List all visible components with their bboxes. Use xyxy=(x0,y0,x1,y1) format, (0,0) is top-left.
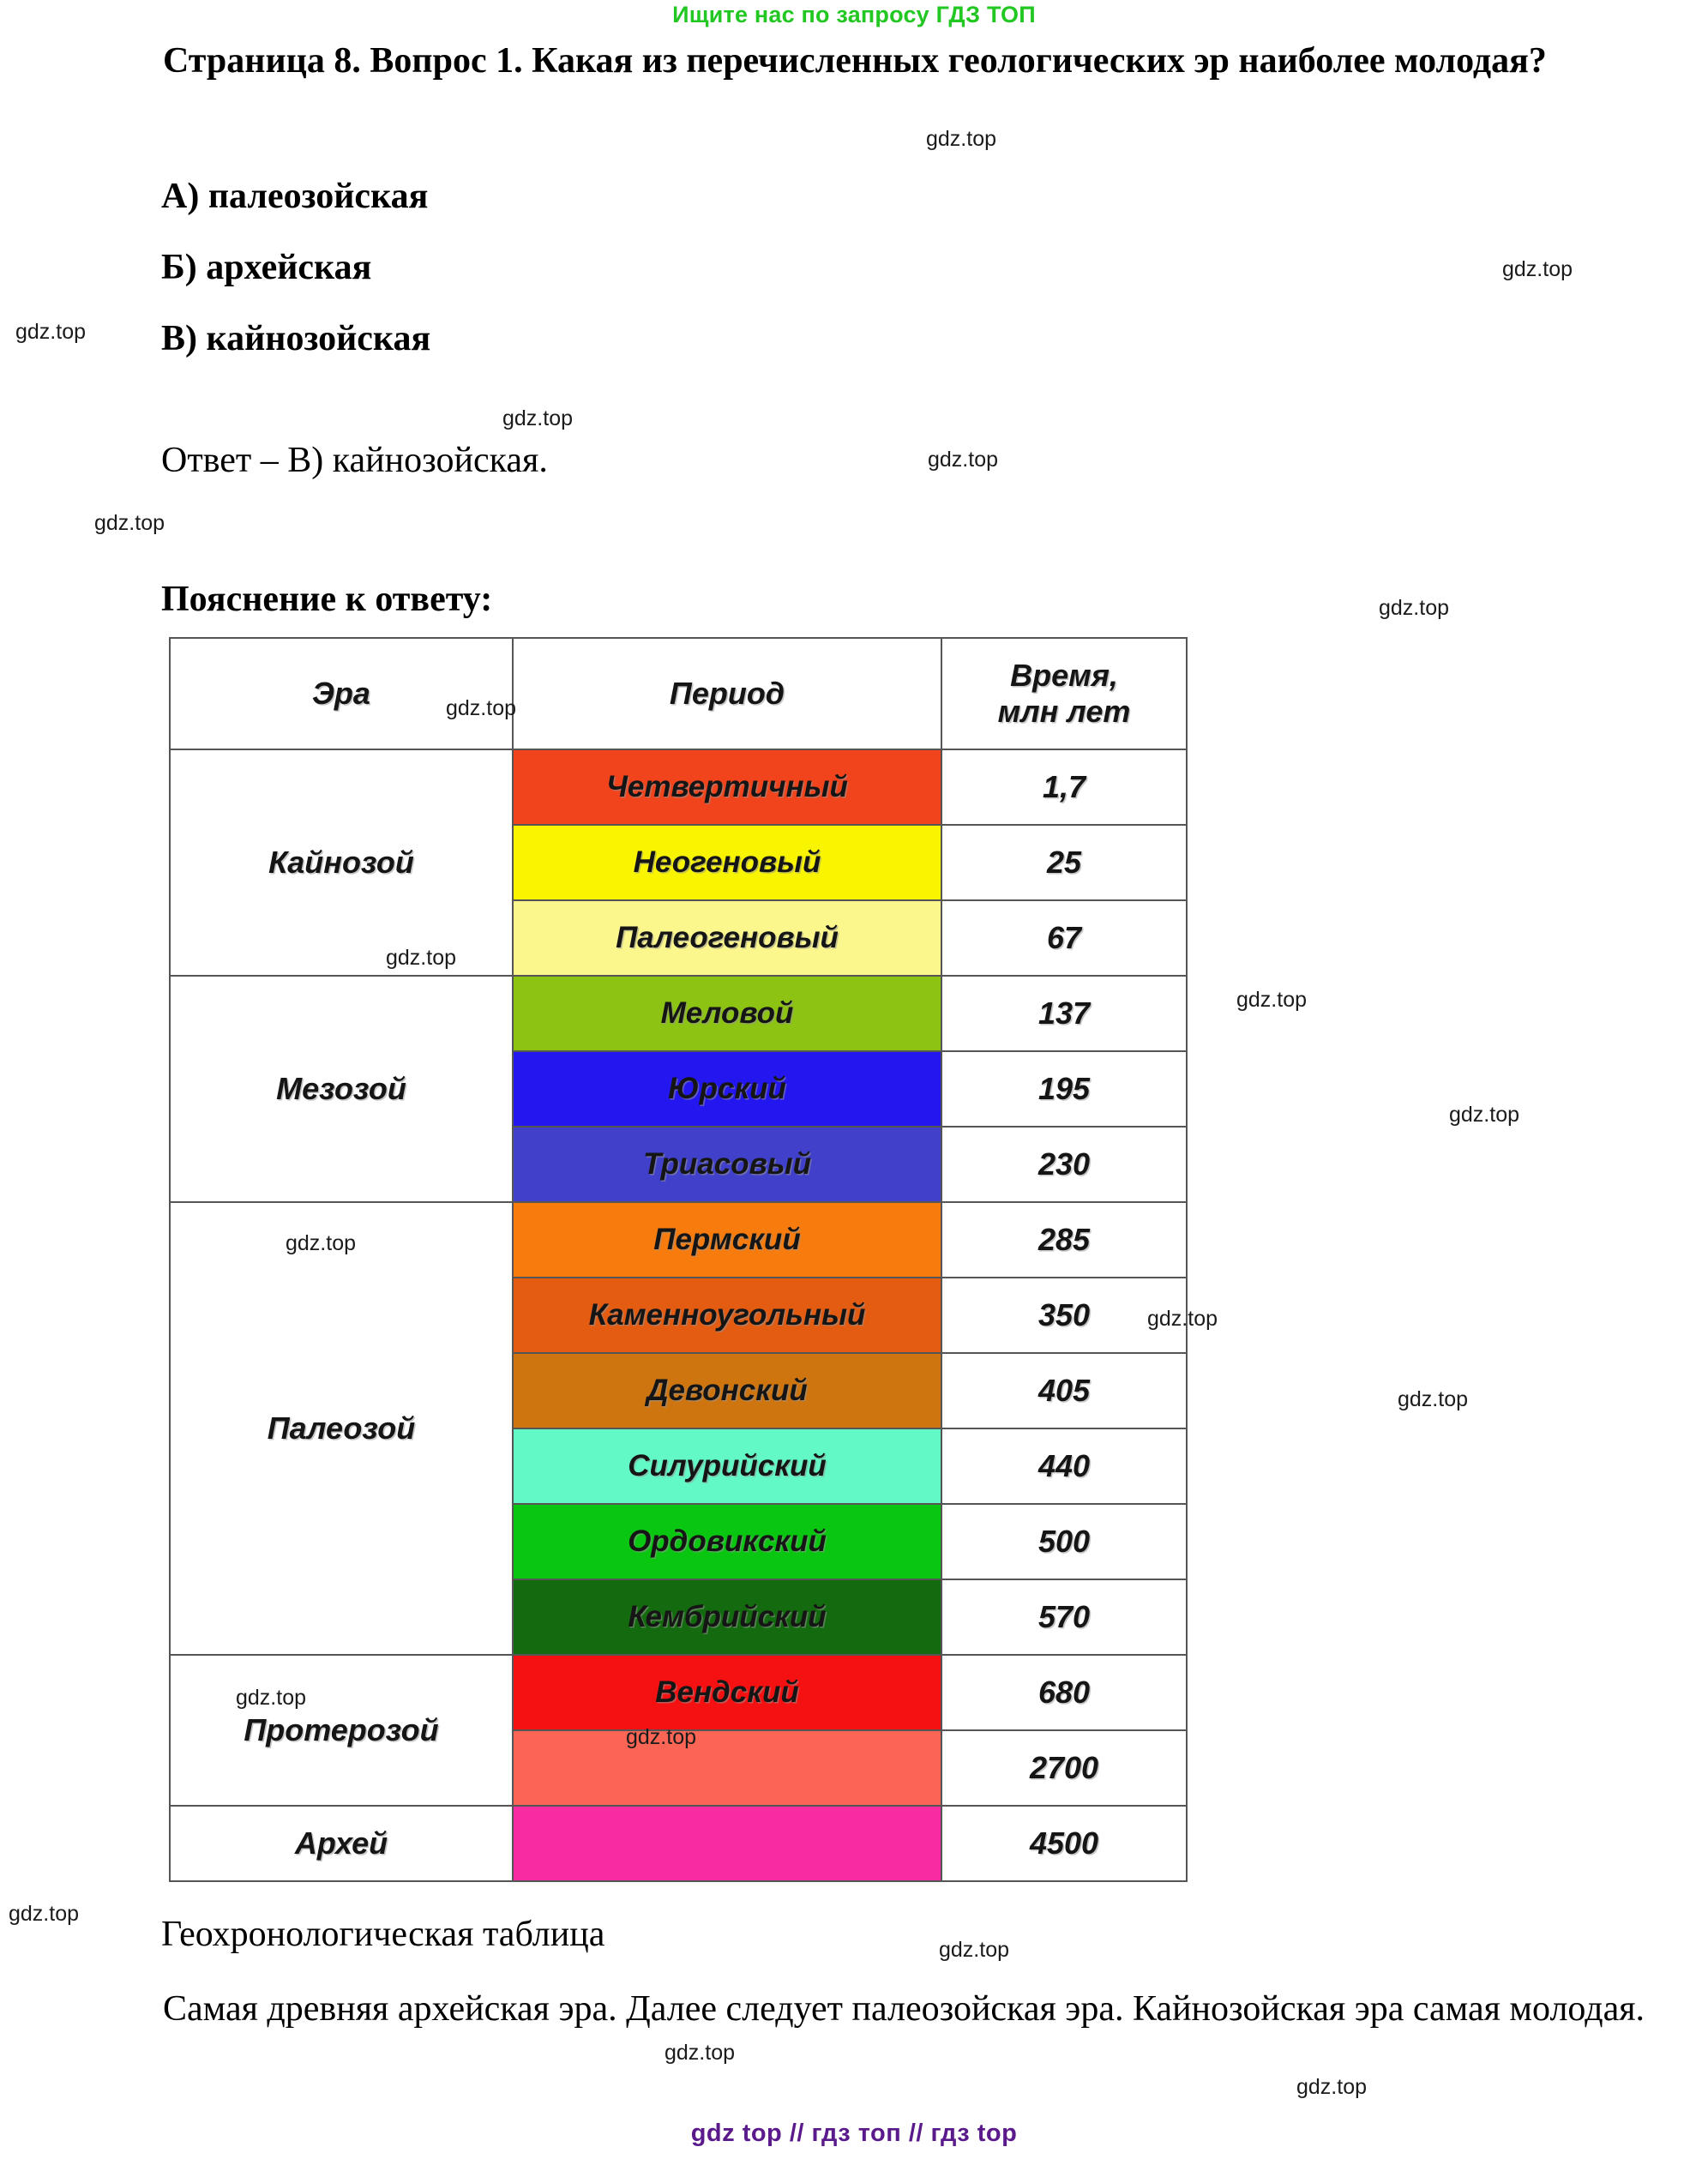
option-v[interactable]: В) кайнозойская xyxy=(161,319,431,358)
time-cell: 350 xyxy=(941,1278,1187,1353)
watermark-text: gdz.top xyxy=(236,1686,307,1710)
watermark-text: gdz.top xyxy=(9,1902,80,1926)
conclusion-paragraph xyxy=(26,1985,1646,2033)
question-text: Какая из перечисленных геологических эр наиболее молодая? xyxy=(532,41,1547,81)
table-row xyxy=(170,1806,1187,1881)
era-cell: Кайнозой xyxy=(170,749,513,976)
period-cell: Каменноугольный xyxy=(513,1278,941,1353)
watermark-text: gdz.top xyxy=(928,448,999,472)
watermark-text: gdz.top xyxy=(939,1938,1010,1962)
time-cell: 4500 xyxy=(941,1806,1187,1881)
watermark-text: gdz.top xyxy=(15,320,87,344)
watermark-text: gdz.top xyxy=(386,946,457,970)
column-header-time: Время, млн лет xyxy=(941,638,1187,749)
period-cell: Силурийский xyxy=(513,1428,941,1504)
explanation-heading: Пояснение к ответу: xyxy=(161,580,493,619)
promo-banner-bottom: gdz top // гдз топ // гдз top xyxy=(690,2120,1018,2147)
period-cell: Пермский xyxy=(513,1202,941,1278)
time-cell: 440 xyxy=(941,1428,1187,1504)
time-cell: 405 xyxy=(941,1353,1187,1428)
watermark-text: gdz.top xyxy=(626,1725,697,1749)
watermark-text: gdz.top xyxy=(926,127,997,151)
time-cell: 2700 xyxy=(941,1730,1187,1806)
answer-text: Ответ – В) кайнозойская. xyxy=(161,441,548,480)
period-cell: Юрский xyxy=(513,1051,941,1127)
column-header-period: Период xyxy=(513,638,941,749)
table-row xyxy=(170,1655,1187,1730)
geochronological-table xyxy=(169,637,1188,1882)
watermark-text: gdz.top xyxy=(1398,1387,1469,1411)
question-block xyxy=(26,38,1646,85)
time-cell: 67 xyxy=(941,900,1187,976)
time-cell: 680 xyxy=(941,1655,1187,1730)
watermark-text: gdz.top xyxy=(1379,596,1450,620)
era-cell: Мезозой xyxy=(170,976,513,1202)
time-cell: 25 xyxy=(941,825,1187,900)
conclusion-text: Самая древняя архейская эра. Далее следует палеозойская эра. Кайнозойская эра самая молодая. xyxy=(163,1989,1645,2029)
watermark-text: gdz.top xyxy=(1502,257,1573,281)
question-locator: Страница 8. Вопрос 1. xyxy=(163,41,523,81)
table-row xyxy=(170,976,1187,1051)
watermark-text: gdz.top xyxy=(502,406,574,430)
table-caption: Геохронологическая таблица xyxy=(161,1915,605,1954)
time-cell: 285 xyxy=(941,1202,1187,1278)
watermark-text: gdz.top xyxy=(94,511,165,535)
promo-banner-top: Ищите нас по запросу ГДЗ ТОП xyxy=(672,2,1036,27)
table-row xyxy=(170,749,1187,825)
column-header-era: Эра xyxy=(170,638,513,749)
period-cell: Меловой xyxy=(513,976,941,1051)
period-cell: Палеогеновый xyxy=(513,900,941,976)
watermark-text: gdz.top xyxy=(1236,988,1308,1012)
period-cell: Неогеновый xyxy=(513,825,941,900)
time-cell: 500 xyxy=(941,1504,1187,1579)
period-cell: Девонский xyxy=(513,1353,941,1428)
time-cell: 195 xyxy=(941,1051,1187,1127)
time-cell: 1,7 xyxy=(941,749,1187,825)
period-cell: Кембрийский xyxy=(513,1579,941,1655)
period-cell: Триасовый xyxy=(513,1127,941,1202)
era-cell: Палеозой xyxy=(170,1202,513,1655)
option-b[interactable]: Б) архейская xyxy=(161,248,372,287)
period-cell xyxy=(513,1806,941,1881)
period-cell: Вендский xyxy=(513,1655,941,1730)
table-header-row xyxy=(170,638,1187,749)
era-cell: Архей xyxy=(170,1806,513,1881)
watermark-text: gdz.top xyxy=(665,2041,736,2065)
watermark-text: gdz.top xyxy=(1147,1307,1218,1331)
period-cell xyxy=(513,1730,941,1806)
period-cell: Четвертичный xyxy=(513,749,941,825)
time-cell: 137 xyxy=(941,976,1187,1051)
watermark-text: gdz.top xyxy=(1449,1103,1520,1127)
watermark-text: gdz.top xyxy=(1296,2075,1368,2099)
watermark-text: gdz.top xyxy=(286,1231,357,1255)
watermark-text: gdz.top xyxy=(446,696,517,720)
time-cell: 570 xyxy=(941,1579,1187,1655)
era-cell: Протерозой xyxy=(170,1655,513,1806)
time-cell: 230 xyxy=(941,1127,1187,1202)
period-cell: Ордовикский xyxy=(513,1504,941,1579)
option-a[interactable]: А) палеозойская xyxy=(161,177,429,216)
